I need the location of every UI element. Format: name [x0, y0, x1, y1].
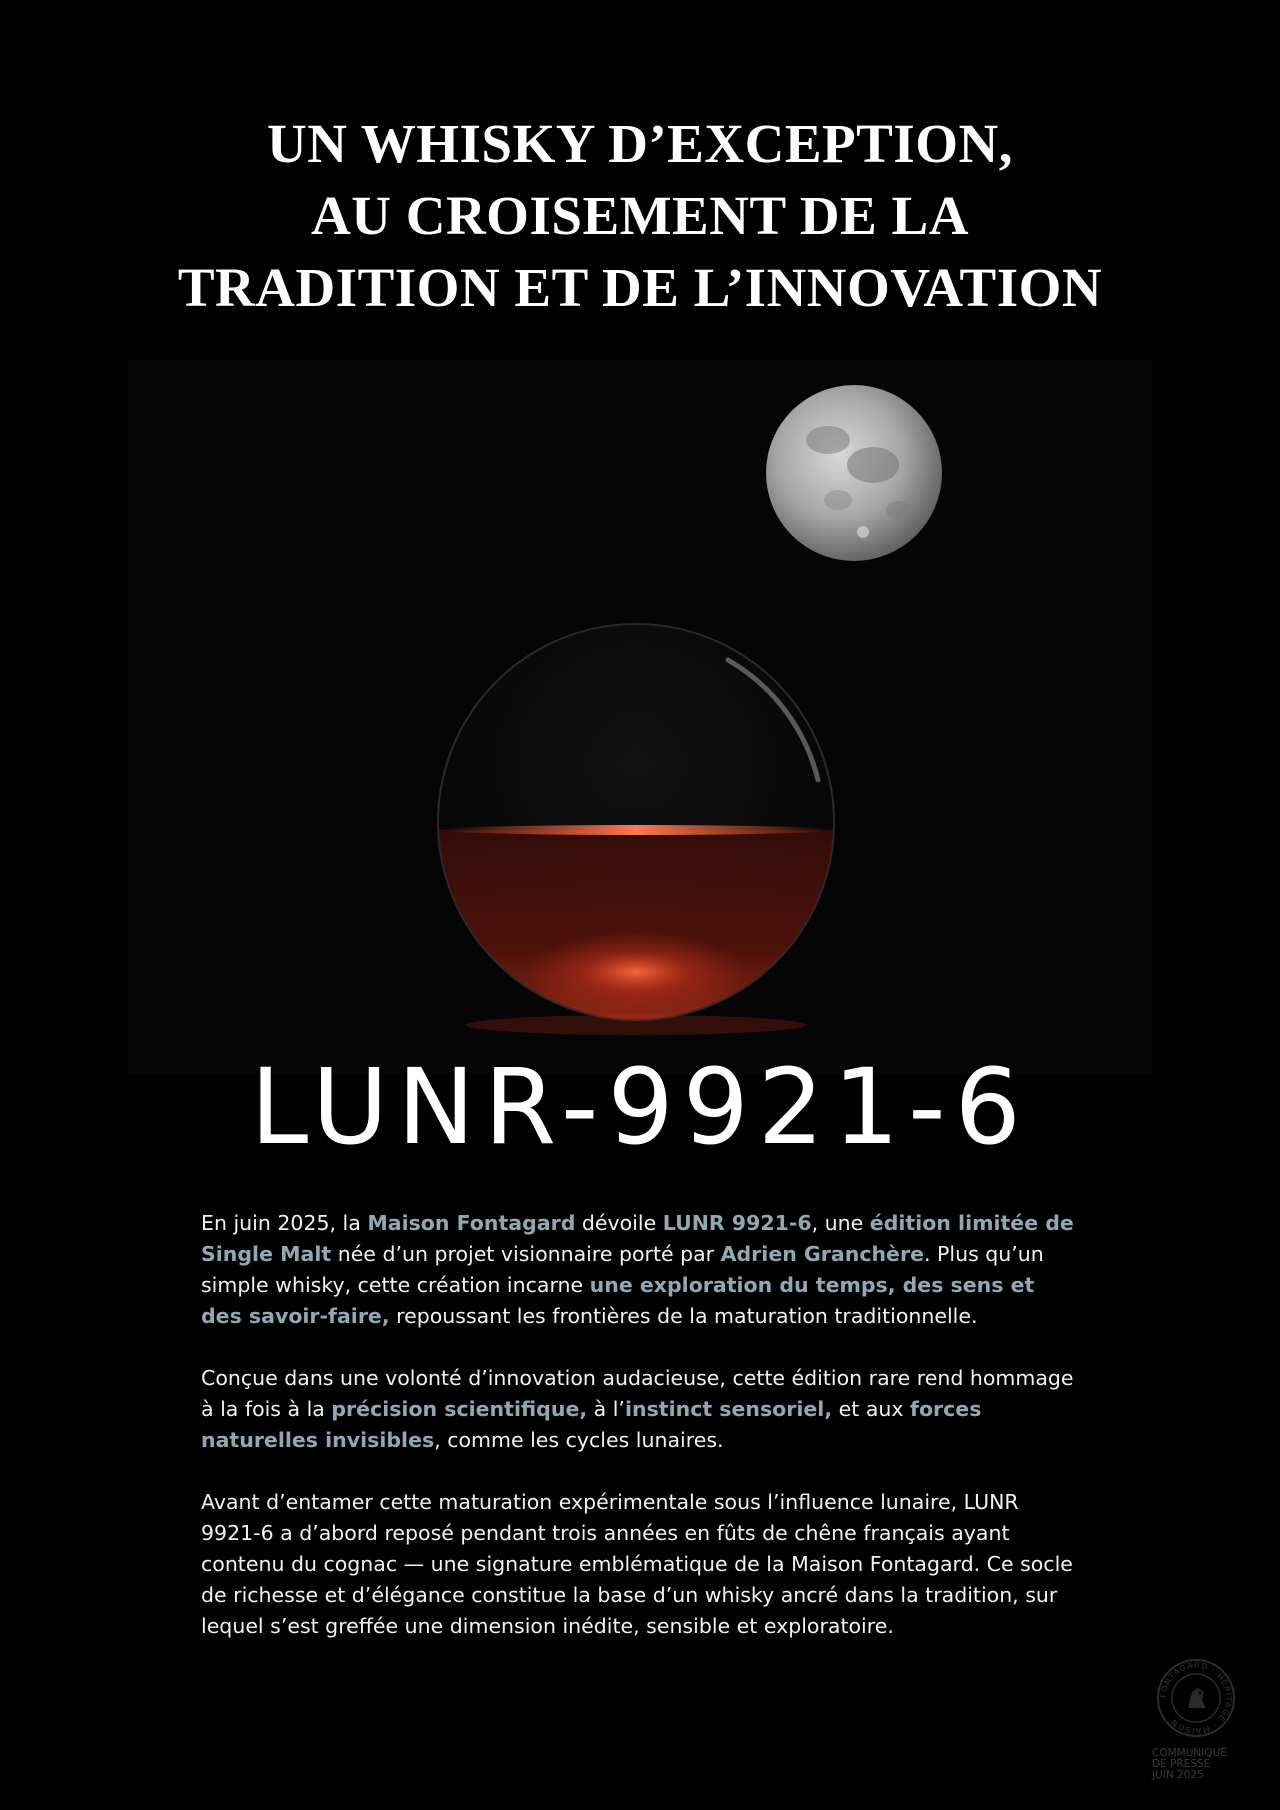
seal-caption — [1152, 1748, 1248, 1781]
hero-image — [128, 360, 1152, 1075]
seal-caption-line-2: DE PRESSE — [1152, 1758, 1211, 1770]
highlighted-text: forces naturelles invisibles — [201, 1397, 982, 1452]
body-text-run: Conçue dans une volonté d’innovation audacieuse, cette édition rare rend hommage à la fois à la — [201, 1366, 1074, 1421]
body-paragraph — [201, 1487, 1081, 1642]
body-paragraph — [201, 1363, 1081, 1456]
hero-illustration — [128, 360, 1152, 1075]
seal-caption-line-3: JUIN 2025 — [1152, 1769, 1204, 1781]
fontagard-seal-icon — [1156, 1658, 1236, 1738]
press-release-body — [201, 1208, 1081, 1673]
body-text-run: née d’un projet visionnaire porté par — [331, 1242, 721, 1266]
body-text-run: à l’ — [587, 1397, 625, 1421]
body-text-run: En juin 2025, la — [201, 1211, 368, 1235]
body-paragraph — [201, 1208, 1081, 1332]
press-seal — [1152, 1658, 1248, 1781]
seal-ring-text: FONTAGARD · HÉRITAGE · MAISON · — [1158, 1660, 1234, 1736]
highlighted-text: Maison Fontagard — [367, 1211, 576, 1235]
highlighted-text: LUNR 9921-6 — [662, 1211, 812, 1235]
highlighted-text: édition limitée de Single Malt — [201, 1211, 1074, 1266]
body-text-run: Avant d’entamer cette maturation expérimentale sous l’influence lunaire, LUNR 9921-6 a d’abord reposé pendant trois années en fûts de chêne français ayant contenu du cognac — une signature emblématique de la Maison Fontagard. Ce socle de richesse et d’élégance constitue la base d’un whisky ancré dans la tradition, sur lequel s’est greffée une dimension inédite, sensible et exploratoire. — [201, 1490, 1073, 1638]
highlighted-text: précision scientifique, — [331, 1397, 588, 1421]
headline-line-2: AU CROISEMENT DE LA — [311, 185, 969, 246]
headline-line-3: TRADITION ET DE L’INNOVATION — [177, 257, 1103, 318]
body-text-run: , une — [811, 1211, 870, 1235]
moon — [766, 385, 942, 561]
body-text-run: et aux — [832, 1397, 911, 1421]
seal-caption-line-1: COMMUNIQUÉ — [1152, 1747, 1227, 1759]
body-text-run: , comme les cycles lunaires. — [434, 1428, 724, 1452]
headline-line-1: UN WHISKY D’EXCEPTION, — [267, 113, 1013, 174]
highlighted-text: Adrien Granchère — [720, 1242, 924, 1266]
body-text-run: repoussant les frontières de la maturation traditionnelle. — [389, 1304, 978, 1328]
highlighted-text: instinct sensoriel, — [624, 1397, 833, 1421]
product-name: LUNR-9921-6 — [250, 1046, 1030, 1168]
headline — [0, 108, 1280, 324]
body-text-run: dévoile — [575, 1211, 663, 1235]
body-text-run: . Plus qu’un simple whisky, cette création incarne — [201, 1242, 1044, 1297]
highlighted-text: une exploration du temps, des sens et des savoir-faire, — [201, 1273, 1035, 1328]
